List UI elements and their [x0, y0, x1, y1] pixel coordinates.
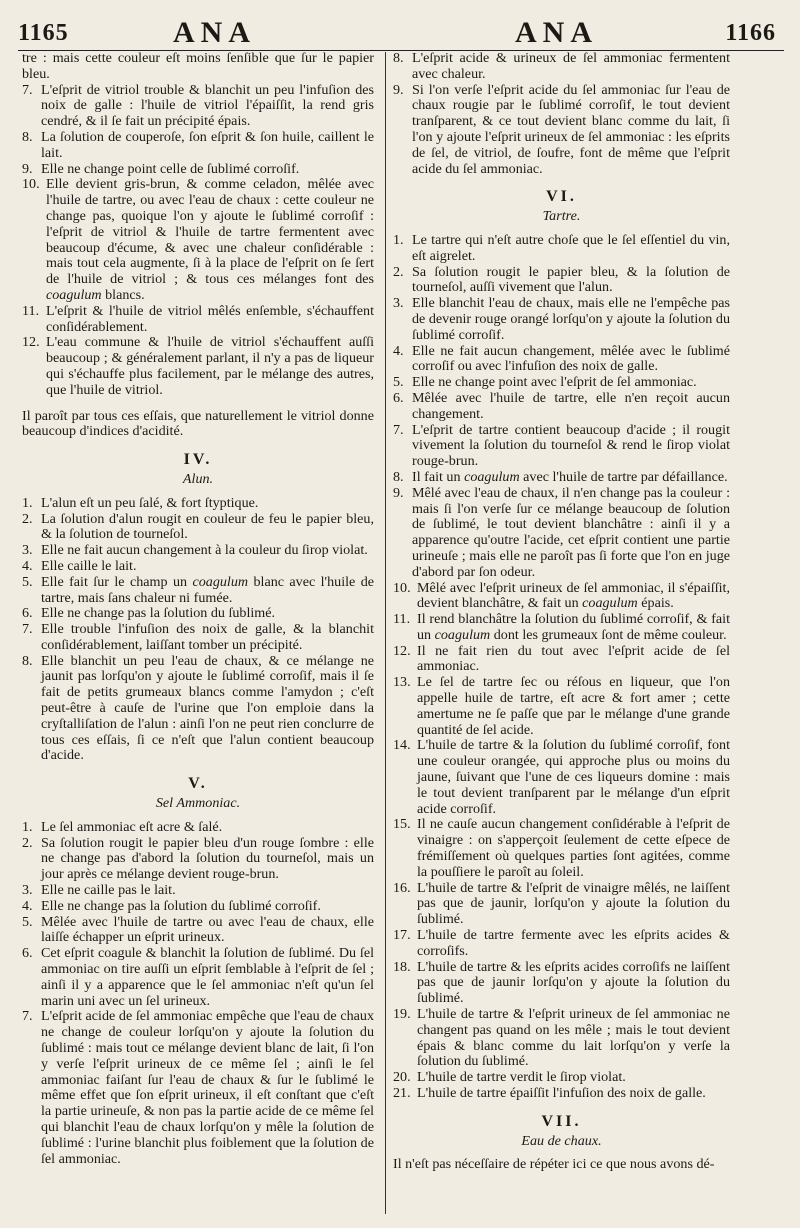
item-number: 8.	[22, 128, 33, 145]
numbered-item	[22, 1009, 374, 1167]
numbered-item	[393, 375, 730, 391]
item-text: Elle trouble l'infuſion des noix de galle, & la blanchit conſidérablement, laiſſant tomber un précipité.	[41, 621, 374, 653]
item-number: 15.	[393, 816, 411, 833]
item-number: 17.	[393, 927, 411, 944]
item-text: Elle caille le lait.	[41, 557, 137, 574]
item-number: 8.	[22, 652, 33, 669]
item-number: 19.	[393, 1006, 411, 1023]
item-number: 11.	[22, 302, 40, 319]
numbered-item	[22, 899, 374, 915]
item-text: Si l'on verſe l'eſprit acide du ſel ammoniac ſur l'eau de chaux rougie par le ſublimé corroſif, le tout devient tranſparent, & ce tout devient blanc comme du lait, ſi l'on y ajoute l'eſprit urineux de ſel ammoniac : les eſprits de ſel, de vitriol, de ſoufre, font de même que l'eſprit acide du ſel ammoniac.	[412, 81, 730, 177]
numbered-item	[393, 881, 730, 928]
item-number: 21.	[393, 1085, 411, 1101]
section-heading-v: V.	[188, 775, 208, 793]
section-heading-iv: IV.	[183, 451, 213, 469]
item-text: Mêlé avec l'eſprit urineux de ſel ammoniac, il s'épaiſſit, devient blanchâtre, & fait un coagulum épais.	[417, 579, 730, 612]
item-number: 9.	[393, 484, 404, 501]
continuation-text: tre : mais cette couleur eſt moins ſenſible que ſur le papier bleu.	[22, 50, 374, 82]
item-text: L'eſprit acide de ſel ammoniac empêche que l'eau de chaux ne change de couleur lorſqu'on y ajoute la ſolution du ſublimé : mais tout ce mélange devient blanc de lait, ſi l'on y verſe l'eſprit urineux de ce même ſel ; ainſi le ſel ammoniac faiſant ſur l'eau de chaux & ſur le ſublimé le même effet que ſon eſprit urineux, il eſt conſtant que c'eſt la partie urineuſe, & non pas la partie acide de ce même ſel qui blanchit l'eau de chaux lorſqu'on y mêle la ſolution de ſublimé : l'urine blanchit plus foiblement que la ſolution de ſel ammoniac.	[41, 1008, 374, 1167]
sel-ammoniac-list	[22, 820, 374, 1168]
vitriol-conclusion: Il paroît par tous ces eſſais, que naturellement le vitriol donne beaucoup d'indices d'acidité.	[22, 407, 374, 440]
item-number: 3.	[22, 542, 33, 559]
item-text: Sa ſolution rougit le papier bleu, & la ſolution de tourneſol, auſſi vivement que l'alun.	[412, 263, 730, 296]
right-column	[393, 51, 730, 1173]
item-number: 8.	[393, 50, 404, 66]
item-text: Elle ne fait aucun changement à la couleur du ſirop violat.	[41, 542, 368, 559]
item-text: L'huile de tartre verdit le ſirop violat.	[417, 1069, 626, 1086]
numbered-item	[22, 543, 374, 559]
item-number: 7.	[22, 81, 33, 98]
section-heading-vii: VII.	[541, 1112, 582, 1130]
section-title-alun: Alun.	[182, 470, 214, 487]
item-text: Le tartre qui n'eſt autre choſe que le ſel eſſentiel du vin, eſt aigrelet.	[412, 231, 730, 264]
item-text: Elle fait ſur le champ un coagulum blanc avec l'huile de tartre, mais ſans chaleur ni fumée.	[41, 573, 374, 606]
item-number: 3.	[22, 882, 33, 899]
item-number: 7.	[22, 1008, 33, 1025]
item-number: 6.	[22, 945, 33, 962]
item-text: Mêlée avec l'huile de tartre, elle n'en reçoit aucun changement.	[412, 389, 730, 422]
numbered-item	[22, 512, 374, 544]
item-text: L'eſprit & l'huile de vitriol mêlés enſemble, s'échauffent conſidérablement.	[46, 302, 374, 335]
alun-list	[22, 496, 374, 765]
item-text: Mêlée avec l'huile de tartre ou avec l'eau de chaux, elle laiſſe échapper un eſprit urineux.	[41, 913, 374, 946]
numbered-item	[393, 265, 730, 297]
eau-de-chaux-text: Il n'eſt pas néceſſaire de répéter ici ce que nous avons dé-	[393, 1156, 715, 1173]
item-text: L'huile de tartre épaiſſit l'infuſion des noix de galle.	[417, 1085, 706, 1101]
vitriol-list	[22, 83, 374, 399]
item-number: 4.	[22, 557, 33, 574]
item-number: 5.	[393, 374, 404, 391]
item-text: Elle ne fait aucun changement, mêlée avec le ſublimé corroſif ou avec l'infuſion des noix de galle.	[412, 342, 730, 375]
numbered-item	[22, 130, 374, 162]
numbered-item	[393, 1007, 730, 1070]
numbered-item	[393, 675, 730, 738]
item-number: 1.	[22, 818, 33, 835]
item-text: Mêlé avec l'eau de chaux, il n'en change pas la couleur : mais ſi l'on verſe ſur ce mélange beaucoup de ſolution de ſublimé, le tout devient blanchâtre : ainſi il y a apparence qu'outre l'acide, cet eſprit contient une partie urineuſe ; mais elle ne paroît pas ſi forte que l'on en juge d'abord par ſon odeur.	[412, 484, 730, 580]
item-text: La ſolution de couperoſe, ſon eſprit & ſon huile, caillent le lait.	[41, 128, 374, 161]
page-number-right: 1166	[725, 20, 776, 46]
item-number: 8.	[393, 468, 404, 485]
item-text: Elle ne change point celle de ſublimé corroſif.	[41, 160, 300, 177]
numbered-item	[22, 654, 374, 765]
item-text: L'eſprit de tartre contient beaucoup d'acide ; il rougit vivement la ſolution du tourneſol & rend le ſirop violat rouge-brun.	[412, 421, 730, 470]
item-text: Elle ne change pas la ſolution du ſublimé corroſif.	[41, 897, 321, 914]
numbered-item	[22, 622, 374, 654]
item-number: 3.	[393, 295, 404, 312]
item-number: 10.	[22, 176, 40, 193]
numbered-item	[22, 606, 374, 622]
item-number: 7.	[393, 421, 404, 438]
item-number: 7.	[22, 621, 33, 638]
item-number: 18.	[393, 958, 411, 975]
item-text: L'alun eſt un peu ſalé, & fort ſtyptique.	[41, 494, 259, 511]
numbered-item	[22, 946, 374, 1009]
numbered-item	[393, 928, 730, 960]
numbered-item	[22, 304, 374, 336]
numbered-item	[22, 83, 374, 130]
item-number: 4.	[22, 897, 33, 914]
item-text: Elle devient gris-brun, & comme celadon, mêlée avec l'huile de tartre, ou avec l'eau de chaux : cette couleur ne change pas, quoique l'on y ajoute le ſublimé corroſif : l'eſprit de vitriol & l'huile de tartre fermentent avec beaucoup d'écume, & avec une chaleur conſidérable : mais tout cela augmente, ſi à la place de l'eſprit on ſe ſert de l'huile de vitriol ; & tous ces mélanges font des coagulum blancs.	[46, 176, 374, 303]
numbered-item	[393, 817, 730, 880]
numbered-item	[393, 233, 730, 265]
item-number: 13.	[393, 674, 411, 691]
item-text: L'eſprit acide & urineux de ſel ammoniac fermentent avec chaleur.	[412, 50, 730, 82]
item-text: Il fait un coagulum avec l'huile de tartre par défaillance.	[412, 468, 728, 485]
item-number: 12.	[393, 642, 411, 659]
numbered-item	[393, 423, 730, 470]
left-column	[22, 51, 374, 1167]
numbered-item	[22, 836, 374, 883]
tartre-list	[393, 233, 730, 1102]
item-text: Il ne fait rien du tout avec l'eſprit acide de ſel ammoniac.	[417, 642, 730, 675]
item-text: L'huile de tartre & la ſolution du ſublimé corroſif, font une couleur orangée, qui approche plus ou moins du jaune, ſuivant que l'une de ces liqueurs domine : mais le tout devient tranſparent par le mélange d'un eſprit acide corroſif.	[417, 737, 730, 817]
numbered-item	[393, 486, 730, 581]
item-number: 14.	[393, 737, 411, 754]
item-number: 10.	[393, 579, 411, 596]
numbered-item	[393, 581, 730, 613]
running-title-left: ANA	[173, 16, 256, 49]
section-heading-vi: VI.	[546, 188, 577, 206]
item-text: L'huile de tartre fermente avec les eſprits acides & corroſifs.	[417, 927, 730, 959]
item-number: 2.	[22, 510, 33, 527]
section-title-eau-de-chaux: Eau de chaux.	[521, 1132, 602, 1149]
running-header	[18, 14, 776, 50]
item-text: Il ne cauſe aucun changement conſidérable à l'eſprit de vinaigre : on s'apperçoit ſeulement de cette eſpece de frémiſſement où quelques parties ſont agitées, comme la pouſſiere le paroît au ſoleil.	[417, 816, 730, 880]
numbered-item	[393, 344, 730, 376]
numbered-item	[393, 612, 730, 644]
item-number: 2.	[393, 263, 404, 280]
numbered-item	[393, 470, 730, 486]
running-title-right: ANA	[515, 16, 598, 49]
item-text: L'eſprit de vitriol trouble & blanchit un peu l'infuſion des noix de galle : l'huile de vitriol l'épaiſſit, la rend gris cendré, & il ſe fait un précipité épais.	[41, 81, 374, 130]
sel-ammoniac-list-continued	[393, 51, 730, 177]
numbered-item	[22, 575, 374, 607]
item-number: 11.	[393, 611, 411, 628]
item-number: 1.	[22, 494, 33, 511]
item-text: Le ſel de tartre ſec ou réſous en liqueur, que l'on appelle huile de tartre, eſt acre & fort amer ; cette amertume ne ſe paſſe que par le mélange d'une grande quantité de ſel acide.	[417, 674, 730, 738]
item-text: Elle blanchit l'eau de chaux, mais elle ne l'empêche pas de devenir rouge orangé lorſqu'on y ajoute la ſolution du ſublimé corroſif.	[412, 295, 730, 343]
numbered-item	[22, 915, 374, 947]
section-title-sel-ammoniac: Sel Ammoniac.	[155, 795, 241, 812]
numbered-item	[393, 960, 730, 1007]
item-number: 6.	[393, 389, 404, 406]
numbered-item	[393, 1086, 730, 1102]
item-text: L'huile de tartre & l'eſprit de vinaigre mêlés, ne laiſſent pas que de jaunir, lorſqu'on y ajoute la ſolution du ſublimé.	[417, 879, 730, 928]
item-number: 16.	[393, 879, 411, 896]
numbered-item	[22, 883, 374, 899]
numbered-item	[393, 296, 730, 343]
item-number: 4.	[393, 342, 404, 359]
item-number: 9.	[393, 81, 404, 98]
item-text: Le ſel ammoniac eſt acre & ſalé.	[41, 818, 223, 835]
item-text: La ſolution d'alun rougit en couleur de feu le papier bleu, & la ſolution de tourneſol.	[41, 510, 374, 543]
item-text: Elle ne change point avec l'eſprit de ſel ammoniac.	[412, 374, 697, 391]
item-number: 1.	[393, 231, 404, 248]
item-number: 12.	[22, 334, 40, 351]
numbered-item	[393, 51, 730, 83]
item-text: Sa ſolution rougit le papier bleu d'un rouge ſombre : elle ne change pas d'abord la ſolution du tourneſol, mais un jour après ce mélange devient rouge-brun.	[41, 834, 374, 883]
numbered-item	[393, 83, 730, 178]
numbered-item	[22, 335, 374, 398]
numbered-item	[22, 820, 374, 836]
item-number: 5.	[22, 573, 33, 590]
item-number: 20.	[393, 1069, 411, 1086]
page-number-left: 1165	[18, 20, 69, 46]
numbered-item	[22, 559, 374, 575]
section-title-tartre: Tartre.	[542, 208, 581, 225]
numbered-item	[393, 644, 730, 676]
item-number: 5.	[22, 913, 33, 930]
numbered-item	[22, 162, 374, 178]
item-text: Cet eſprit coagule & blanchit la ſolution de ſublimé. Du ſel ammoniac on tire auſſi un eſprit ſemblable à l'eſprit de ſel ; ainſi il y a apparence que le ſel ammoniac n'eſt qu'un ſel marin uni avec un ſel urineux.	[41, 945, 374, 1009]
item-text: L'huile de tartre & les eſprits acides corroſifs ne laiſſent pas que de jaunir lorſqu'on y ajoute la ſolution du ſublimé.	[417, 958, 730, 1007]
item-number: 6.	[22, 605, 33, 622]
numbered-item	[22, 496, 374, 512]
numbered-item	[393, 391, 730, 423]
numbered-item	[393, 738, 730, 817]
item-text: L'eau commune & l'huile de vitriol s'échauffent auſſi beaucoup ; & généralement parlant, il n'y a pas de liqueur qui s'échauffe plus facilement, par le mélange des autres, que l'huile de vitriol.	[46, 334, 374, 398]
item-text: Il rend blanchâtre la ſolution du ſublimé corroſif, & fait un coagulum dont les grumeaux ſont de même couleur.	[417, 611, 730, 643]
item-text: L'huile de tartre & l'eſprit urineux de ſel ammoniac ne changent pas quand on les mêle ; mais le tout devient épais & blanc comme du lait lorſqu'on y verſe la ſolution du ſublimé.	[417, 1006, 730, 1070]
column-divider	[385, 52, 386, 1214]
item-number: 9.	[22, 160, 33, 177]
item-text: Elle blanchit un peu l'eau de chaux, & ce mélange ne jaunit pas lorſqu'on y ajoute le ſublimé corroſif, mais il ſe fait de petits grumeaux blancs comme l'amydon ; c'eſt peut-être à cauſe de l'urine que l'on emploie dans la cryſtalliſation de l'alun : ainſi l'on ne peut rien conclurre de tous ces eſſais, ſi ce n'eſt que l'alun contient beaucoup d'acide.	[41, 652, 374, 764]
item-text: Elle ne change pas la ſolution du ſublimé.	[41, 605, 276, 622]
numbered-item	[22, 177, 374, 303]
item-text: Elle ne caille pas le lait.	[41, 882, 176, 899]
item-number: 2.	[22, 834, 33, 851]
numbered-item	[393, 1070, 730, 1086]
